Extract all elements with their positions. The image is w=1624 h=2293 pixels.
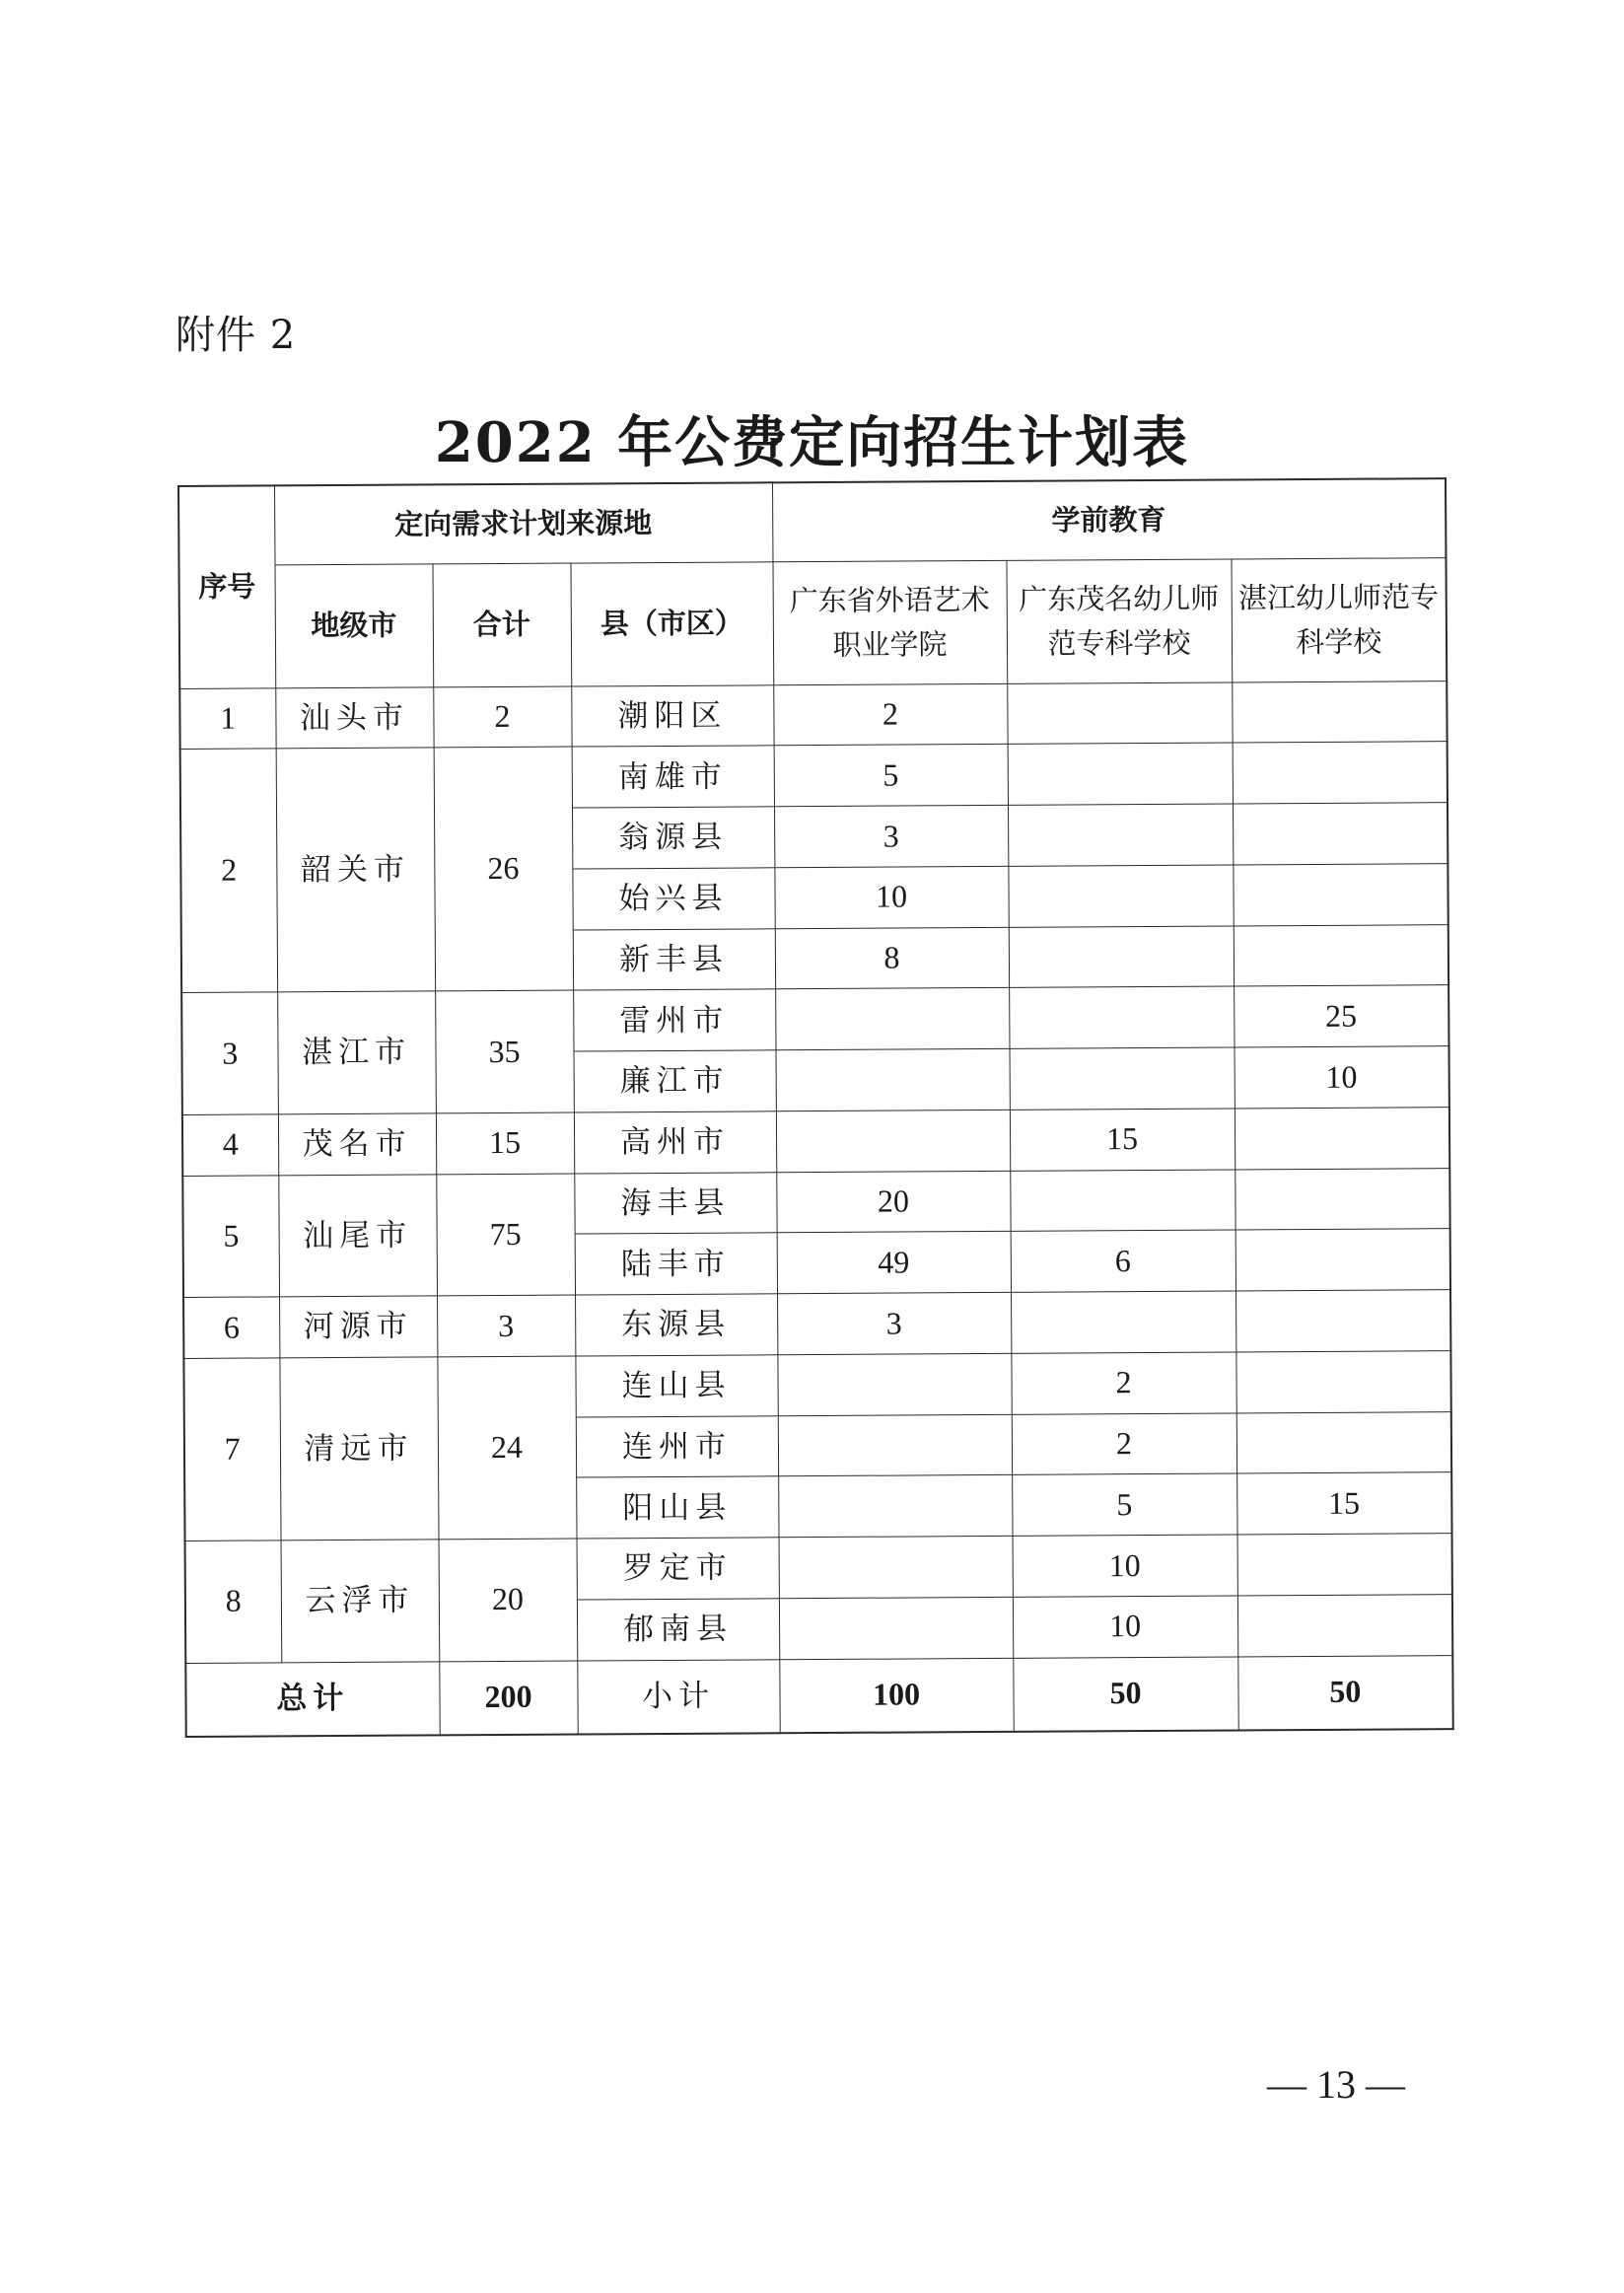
table-container xyxy=(177,477,1452,1738)
school-3-cell xyxy=(1236,1229,1450,1291)
county-cell: 南雄市 xyxy=(572,746,774,808)
header-city: 地级市 xyxy=(274,563,433,687)
school-3-cell xyxy=(1237,1534,1452,1596)
seq-cell: 6 xyxy=(183,1297,279,1358)
school-2-cell: 5 xyxy=(1012,1473,1236,1536)
city-cell: 河源市 xyxy=(279,1296,437,1358)
page-number: — 13 — xyxy=(1267,2062,1405,2107)
school-3-cell xyxy=(1235,1107,1449,1169)
attachment-label: 附件 2 xyxy=(176,313,297,358)
school-1-cell xyxy=(779,1536,1013,1598)
seq-cell: 1 xyxy=(179,687,275,749)
subtotal-label: 小计 xyxy=(577,1659,779,1734)
school-1-cell: 2 xyxy=(773,683,1007,746)
seq-cell: 2 xyxy=(180,749,278,993)
header-school-2: 广东茂名幼儿师范专科学校 xyxy=(1006,558,1232,682)
school-2-cell: 6 xyxy=(1011,1230,1236,1292)
school-2-cell xyxy=(1008,865,1233,927)
school-1-cell: 20 xyxy=(776,1171,1010,1233)
header-seq: 序号 xyxy=(178,485,275,688)
seq-cell: 4 xyxy=(182,1114,278,1176)
school-1-cell xyxy=(777,1353,1011,1415)
county-cell: 翁源县 xyxy=(572,807,774,869)
school-3-cell xyxy=(1232,681,1447,743)
total-value: 200 xyxy=(439,1661,577,1736)
county-cell: 阳山县 xyxy=(576,1476,778,1539)
school-2-cell xyxy=(1011,1291,1236,1353)
city-total-cell: 2 xyxy=(433,686,571,749)
table-row xyxy=(182,1168,1449,1237)
city-total-cell: 75 xyxy=(436,1174,575,1296)
school-1-cell: 3 xyxy=(774,805,1008,867)
school-2-cell: 10 xyxy=(1013,1535,1237,1597)
table-row xyxy=(183,1290,1450,1359)
city-cell: 汕头市 xyxy=(275,686,433,749)
county-cell: 廉江市 xyxy=(574,1050,776,1112)
county-cell: 海丰县 xyxy=(574,1172,776,1234)
school-2-cell xyxy=(1009,986,1234,1048)
school-1-cell: 5 xyxy=(774,745,1008,807)
total-row xyxy=(185,1655,1452,1737)
school-1-cell xyxy=(778,1414,1012,1476)
school-2-cell xyxy=(1007,681,1232,744)
school-3-cell xyxy=(1237,1594,1452,1656)
seq-cell: 8 xyxy=(185,1541,282,1663)
city-cell: 清远市 xyxy=(279,1357,438,1541)
school-2-cell xyxy=(1010,1047,1235,1110)
header-school-1: 广东省外语艺术职业学院 xyxy=(772,560,1007,684)
school-1-cell xyxy=(778,1475,1012,1538)
header-subtotal: 合计 xyxy=(432,563,571,687)
subtotal-school-2: 50 xyxy=(1013,1656,1237,1731)
school-2-cell xyxy=(1008,804,1233,866)
school-3-cell xyxy=(1236,1290,1450,1352)
school-2-cell: 2 xyxy=(1011,1352,1236,1414)
city-total-cell: 26 xyxy=(434,747,574,991)
page-title: 2022 年公费定向招生计划表 xyxy=(434,410,1190,475)
school-1-cell xyxy=(775,988,1009,1050)
school-1-cell xyxy=(779,1597,1013,1659)
table-body xyxy=(179,681,1452,1663)
county-cell: 新丰县 xyxy=(573,928,775,990)
header-source-group: 定向需求计划来源地 xyxy=(274,482,772,564)
school-2-cell xyxy=(1009,925,1234,987)
county-cell: 高州市 xyxy=(574,1111,776,1174)
county-cell: 郁南县 xyxy=(577,1599,779,1661)
city-cell: 韶关市 xyxy=(276,748,436,992)
school-1-cell xyxy=(776,1110,1010,1172)
header-major-group: 学前教育 xyxy=(772,478,1447,561)
city-cell: 云浮市 xyxy=(281,1540,440,1662)
header-school-3: 湛江幼儿师范专科学校 xyxy=(1231,557,1447,681)
school-3-cell: 15 xyxy=(1236,1472,1451,1535)
header-county: 县（市区） xyxy=(570,561,773,685)
city-total-cell: 15 xyxy=(436,1112,574,1175)
county-cell: 连州市 xyxy=(576,1415,778,1477)
subtotal-school-1: 100 xyxy=(779,1658,1013,1733)
school-3-cell xyxy=(1233,863,1447,925)
city-cell: 湛江市 xyxy=(277,991,436,1113)
school-3-cell: 25 xyxy=(1234,985,1448,1047)
table-row xyxy=(183,1350,1450,1419)
school-1-cell: 10 xyxy=(774,866,1008,928)
school-1-cell xyxy=(776,1048,1010,1111)
county-cell: 雷州市 xyxy=(573,989,775,1051)
school-1-cell: 3 xyxy=(777,1292,1011,1354)
school-3-cell xyxy=(1233,803,1447,865)
seq-cell: 7 xyxy=(183,1358,280,1541)
city-total-cell: 20 xyxy=(439,1539,578,1661)
table-row xyxy=(181,985,1448,1054)
table-row xyxy=(179,681,1447,750)
school-3-cell xyxy=(1236,1411,1451,1473)
school-3-cell xyxy=(1235,1168,1449,1230)
city-total-cell: 24 xyxy=(437,1356,576,1540)
table-row xyxy=(180,742,1447,811)
school-3-cell: 10 xyxy=(1235,1046,1449,1109)
enrollment-plan-table xyxy=(177,477,1454,1738)
school-2-cell: 2 xyxy=(1012,1412,1236,1474)
school-3-cell xyxy=(1236,1350,1450,1412)
school-2-cell xyxy=(1010,1169,1235,1231)
school-2-cell: 15 xyxy=(1010,1109,1235,1171)
header-row-2 xyxy=(178,557,1447,688)
county-cell: 罗定市 xyxy=(577,1538,779,1600)
school-1-cell: 49 xyxy=(777,1232,1011,1294)
school-3-cell xyxy=(1233,742,1447,804)
school-2-cell: 10 xyxy=(1013,1596,1237,1658)
table-row xyxy=(182,1107,1449,1176)
city-total-cell: 3 xyxy=(437,1295,575,1357)
subtotal-school-3: 50 xyxy=(1237,1655,1452,1730)
school-3-cell xyxy=(1234,924,1448,986)
school-2-cell xyxy=(1008,743,1233,805)
total-label: 总计 xyxy=(185,1661,439,1737)
seq-cell: 3 xyxy=(181,992,278,1114)
header-row-1 xyxy=(178,478,1447,565)
seq-cell: 5 xyxy=(182,1175,279,1297)
county-cell: 东源县 xyxy=(575,1294,777,1356)
county-cell: 陆丰市 xyxy=(575,1233,777,1295)
city-total-cell: 35 xyxy=(435,990,574,1112)
county-cell: 连山县 xyxy=(575,1355,777,1417)
city-cell: 汕尾市 xyxy=(278,1174,437,1296)
table-row xyxy=(185,1534,1452,1603)
county-cell: 潮阳区 xyxy=(571,684,773,747)
county-cell: 始兴县 xyxy=(572,868,774,930)
school-1-cell: 8 xyxy=(775,927,1009,989)
city-cell: 茂名市 xyxy=(278,1113,436,1176)
